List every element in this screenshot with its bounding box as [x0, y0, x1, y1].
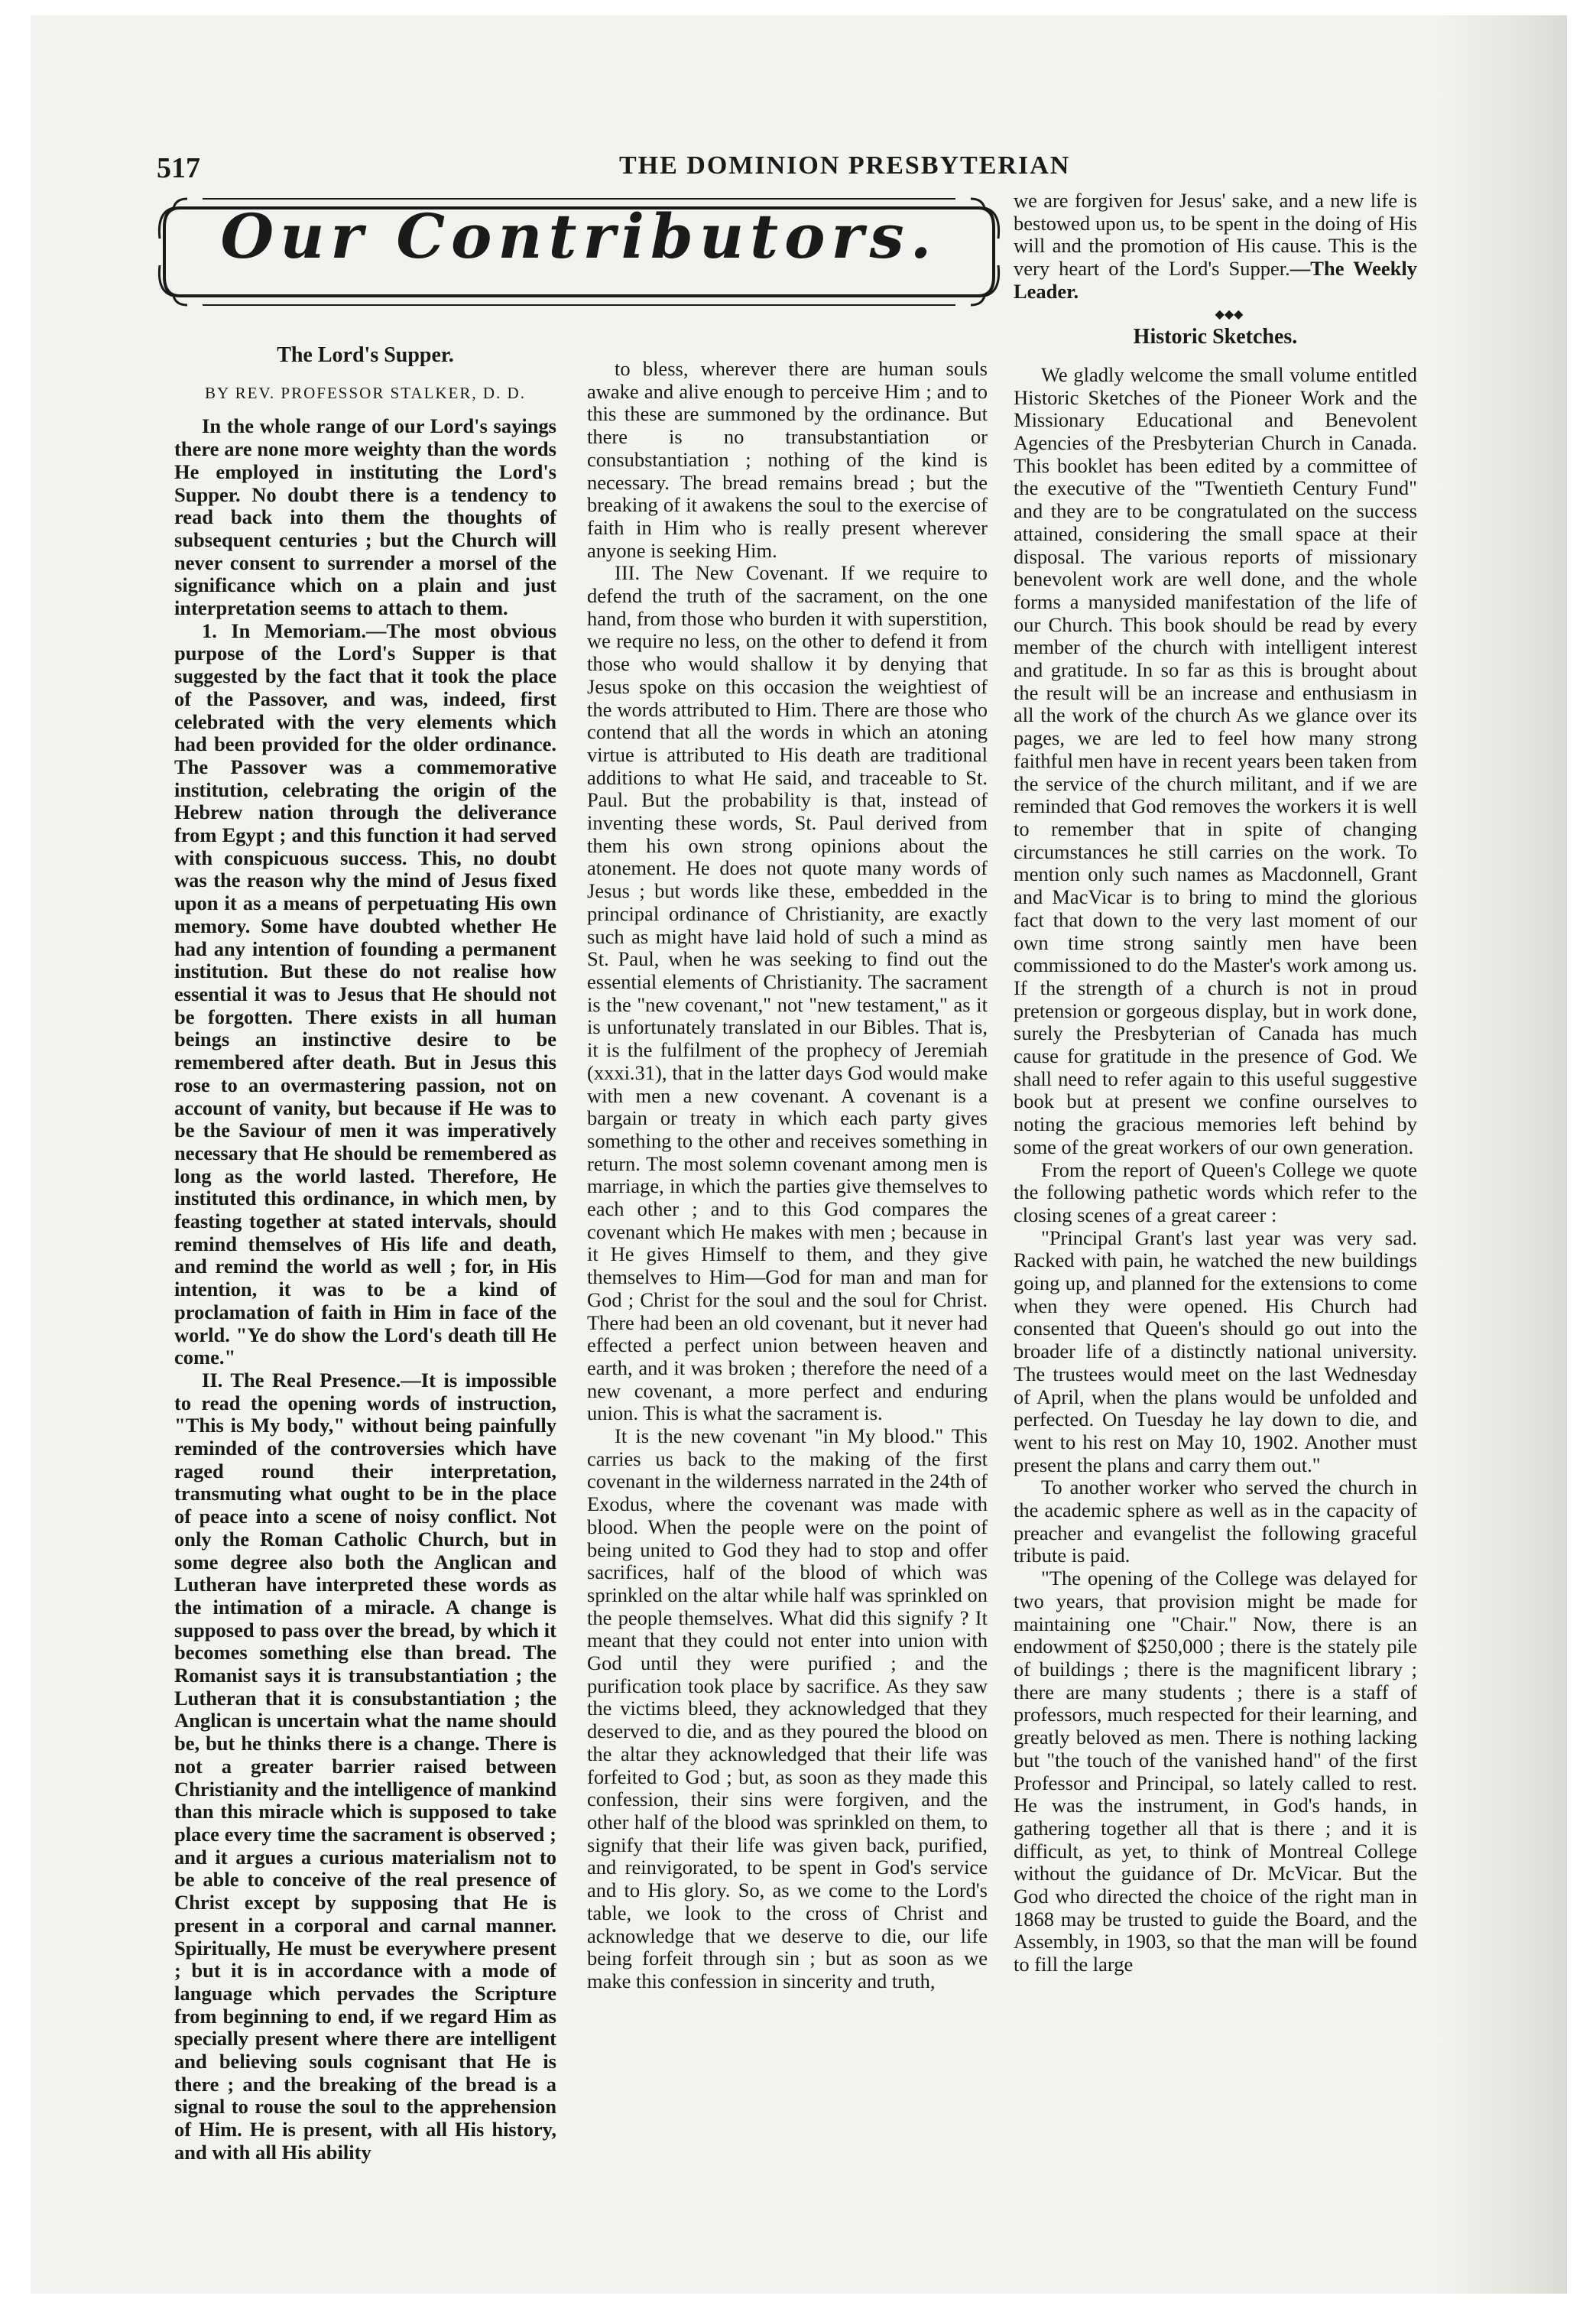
banner-title: Our Contributors.: [220, 200, 938, 272]
paragraph: From the report of Queen's College we quote the following pathetic words which refer to the closing scenes of a great career :: [1014, 1158, 1417, 1226]
paragraph: 1. In Memoriam.—The most obvious purpose of the Lord's Supper is that suggested by the fact that it took the place of the Passover, and was, indeed, first celebrated with the very elements which had been provided for the older ordinance. The Passover was a commemorative institution, celebrating the origin of the Hebrew nation through the deliverance from Egypt ; and this function it had served with conspicuous success. This, no doubt was the reason why the mind of Jesus fixed upon it as a means of perpetuating His own memory. Some have doubted whether He had any intention of founding a permanent institution. But these do not realise how essential it was to Jesus that He should not be forgotten. There exists in all human beings an instinctive desire to be remembered after death. But in Jesus this rose to an overmastering passion, not on account of vanity, but because if He was to be the Saviour of men it was imperatively necessary that He should be remembered as long as the world lasted. Therefore, He instituted this ordinance, in which men, by feasting together at stated intervals, should remind themselves of His life and death, and remind the world as well ; for, in His intention, it was to be a kind of proclamation of faith in Him in face of the world. "Ye do show the Lord's death till He come.": [174, 619, 556, 1369]
paragraph: We gladly welcome the small volume entitled Historic Sketches of the Pioneer Work and the Missionary Educational and Benevolent Agencies of the Presbyterian Church in Canada. This booklet has been edited by a committee of the executive of the "Twentieth Century Fund" and they are to be congratulated on the success attained, considering the small space at their disposal. The various reports of missionary benevolent work are well done, and the whole forms a manysided manifestation of the life of our Church. This book should be read by every member of the church with intelligent interest and gratitude. In so far as this is brought about the result will be an increase and enthusiasm in all the work of the church As we glance over its pages, we are led to feel how many strong faithful men have in recent years been taken from the service of the church militant, and if we are reminded that God removes the workers it is well to remember that in spite of changing circumstances he still carries on the work. To mention only such names as Macdonnell, Grant and MacVicar is to bring to mind the glorious fact that down to the very last moment of our own time strong saintly men have been commissioned to do the Master's work among us. If the strength of a church is not in proud pretension or gorgeous display, but in work done, surely the Presbyterian of Canada has much cause for gratitude in the presence of God. We shall need to refer again to this useful suggestive book but at present we confine ourselves to noting the gracious memories left behind by some of the great workers of our own generation.: [1014, 362, 1417, 1158]
section-separator: ◆◆◆: [1215, 307, 1244, 321]
continued-text: we are forgiven for Jesus' sake, and a new life is bestowed upon us, to be spent in the doing of His will and the promotion of His cause. This is the very heart of the Lord's Supper.: [1014, 189, 1417, 281]
article-title: Historic Sketches.: [1133, 325, 1298, 349]
column-3: [1014, 190, 1417, 1976]
article-byline: BY REV. PROFESSOR STALKER, D. D.: [205, 383, 526, 402]
paragraph: "The opening of the College was delayed for two years, that provision might be made for maintaining one "Chair." Now, there is an endowment of $250,000 ; there is the stately pile of buildings ; there is the magnificent library ; there are many students ; there is a staff of professors, much respected for their learning, and greatly beloved as men. There is nothing lacking but "the touch of the vanished hand" of the first Professor and Principal, so lately called to rest. He was the instrument, in God's hands, in gathering together all that is there ; and it is difficult, as yet, to think of Montreal College without the guidance of Dr. McVicar. But the God who directed the choice of the right man in 1868 may be trusted to guide the Board, and the Assembly, in 1903, so that the man will be found to fill the large: [1014, 1567, 1417, 1976]
paragraph: "Principal Grant's last year was very sad. Racked with pain, he watched the new buildings going up, and planned for the extensions to come when they were opened. His Church had consented that Queen's should go out into the broader life of a distinctly national university. The trustees would meet on the last Wednesday of April, when the plans would be unfolded and perfected. On Tuesday he lay down to die, and went to his rest on May 10, 1902. Another must present the plans and carry them out.": [1014, 1226, 1417, 1476]
paragraph: In the whole range of our Lord's sayings there are none more weighty than the words He employed in instituting the Lord's Supper. No doubt there is a tendency to read back into them the thoughts of subsequent centuries ; but the Church will never consent to surrender a morsel of the significance which on a plain and just interpretation seems to attach to them.: [174, 414, 556, 620]
article-body-bold: [174, 415, 556, 2164]
paragraph: II. The Real Presence.—It is impossible to read the opening words of instruction, "This is My body," without being painfully reminded of the controversies which have raged round their interpretation, transmuting what ought to be in the place of peace into a scene of noisy conflict. Not only the Roman Catholic Church, but in some degree also both the Anglican and Lutheran have interpreted these words as the intimation of a miracle. A change is supposed to pass over the bread, by which it becomes something else than bread. The Romanist says it is transubstantiation ; the Lutheran that it is consubstantiation ; the Anglican is uncertain what the name should be, but he thinks there is a change. There is not a greater barrier raised between Christianity and the intelligence of mankind than this miracle which is supposed to take place every time the sacrament is observed ; and it argues a curious materialism not to be able to conceive of the real presence of Christ except by supposing that He is present in a corporal and carnal manner. Spiritually, He must be everywhere present ; but it is in accordance with a mode of language which pervades the Scripture from beginning to end, if we regard Him as specially present where there are intelligent and believing souls cognisant that He is there ; and the breaking of the bread is a signal to rouse the soul to the apprehension of Him. He is present, with all His history, and with all His ability: [174, 1368, 556, 2164]
column-2: [587, 358, 988, 1993]
article-source: —The Weekly Leader.: [1014, 257, 1417, 303]
article-title: The Lord's Supper.: [277, 343, 454, 367]
paragraph: III. The New Covenant. If we require to defend the truth of the sacrament, on the one hand, from those who burden it with superstition, we require no less, on the other to defend it from those who would shallow it by denying that Jesus spoke on this occasion the weightiest of the words attributed to Him. There are those who contend that all the words in which an atoning virtue is attributed to His death are traditional additions to what He said, and traceable to St. Paul. But the probability is that, instead of inventing these words, St. Paul derived from them his own strong opinions about the atonement. He does not quote many words of Jesus ; but words like these, embedded in the principal ordinance of Christianity, are exactly such as might have laid hold of such a mind as St. Paul, when he was seeking to find out the essential elements of Christianity. The sacrament is the "new covenant," not "new testament," as it is unfortunately translated in our Bibles. That is, it is the fulfilment of the prophecy of Jeremiah (xxxi.31), that in the latter days God would make with men a new covenant. A covenant is a bargain or treaty in which each party gives something to the other and receives something in return. The most solemn covenant among men is marriage, in which the parties give themselves to each other ; and to this God compares the covenant which He makes with men ; because in it He gives Himself to them, and they give themselves to Him—God for man and man for God ; Christ for the soul and the soul for Christ. There had been an old covenant, but it never had effected a perfect union between heaven and earth, and it was broken ; therefore the need of a new covenant, a more perfect and enduring union. This is what the sacrament is.: [587, 561, 988, 1425]
column-1: [174, 344, 556, 2164]
page-number: 517: [157, 152, 200, 184]
paragraph: to bless, wherever there are human souls awake and alive enough to perceive Him ; and to this these are summoned by the ordinance. But there is no transubstantiation or consubstantiation ; nothing of the kind is necessary. The bread remains bread ; but the breaking of it awakens the soul to the exercise of faith in Him who is really present wherever anyone is seeking Him.: [587, 357, 988, 562]
paragraph: It is the new covenant "in My blood." This carries us back to the making of the first covenant in the wilderness narrated in the 24th of Exodus, where the covenant was made with blood. When the people were on the point of being united to God they had to stop and offer sacrifices, half of the blood of which was sprinkled on the altar while half was sprinkled on the people themselves. What did this signify ? It meant that they could not enter into union with God until they were purified ; and the purification took place by sacrifice. As they saw the victims bleed, they acknowledged that they deserved to die, and as they poured the blood on the altar they acknowledged that their life was forfeited to God ; but, as soon as they made this confession, their sins were forgiven, and the other half of the blood was sprinkled on them, to signify that their life was given back, purified, and reinvigorated, to be spent in God's service and to His glory. So, as we come to the Lord's table, we look to the cross of Christ and acknowledge that we deserve to die, our life being forfeit through sin ; but as soon as we make this confession in sincerity and truth,: [587, 1424, 988, 1992]
paragraph: To another worker who served the church in the academic sphere as well as in the capacity of preacher and evangelist the following graceful tribute is paid.: [1014, 1476, 1417, 1567]
journal-title: THE DOMINION PRESBYTERIAN: [619, 151, 1071, 180]
page-binding-shadow: [1437, 15, 1567, 2294]
paragraph-continued: [1014, 190, 1417, 304]
